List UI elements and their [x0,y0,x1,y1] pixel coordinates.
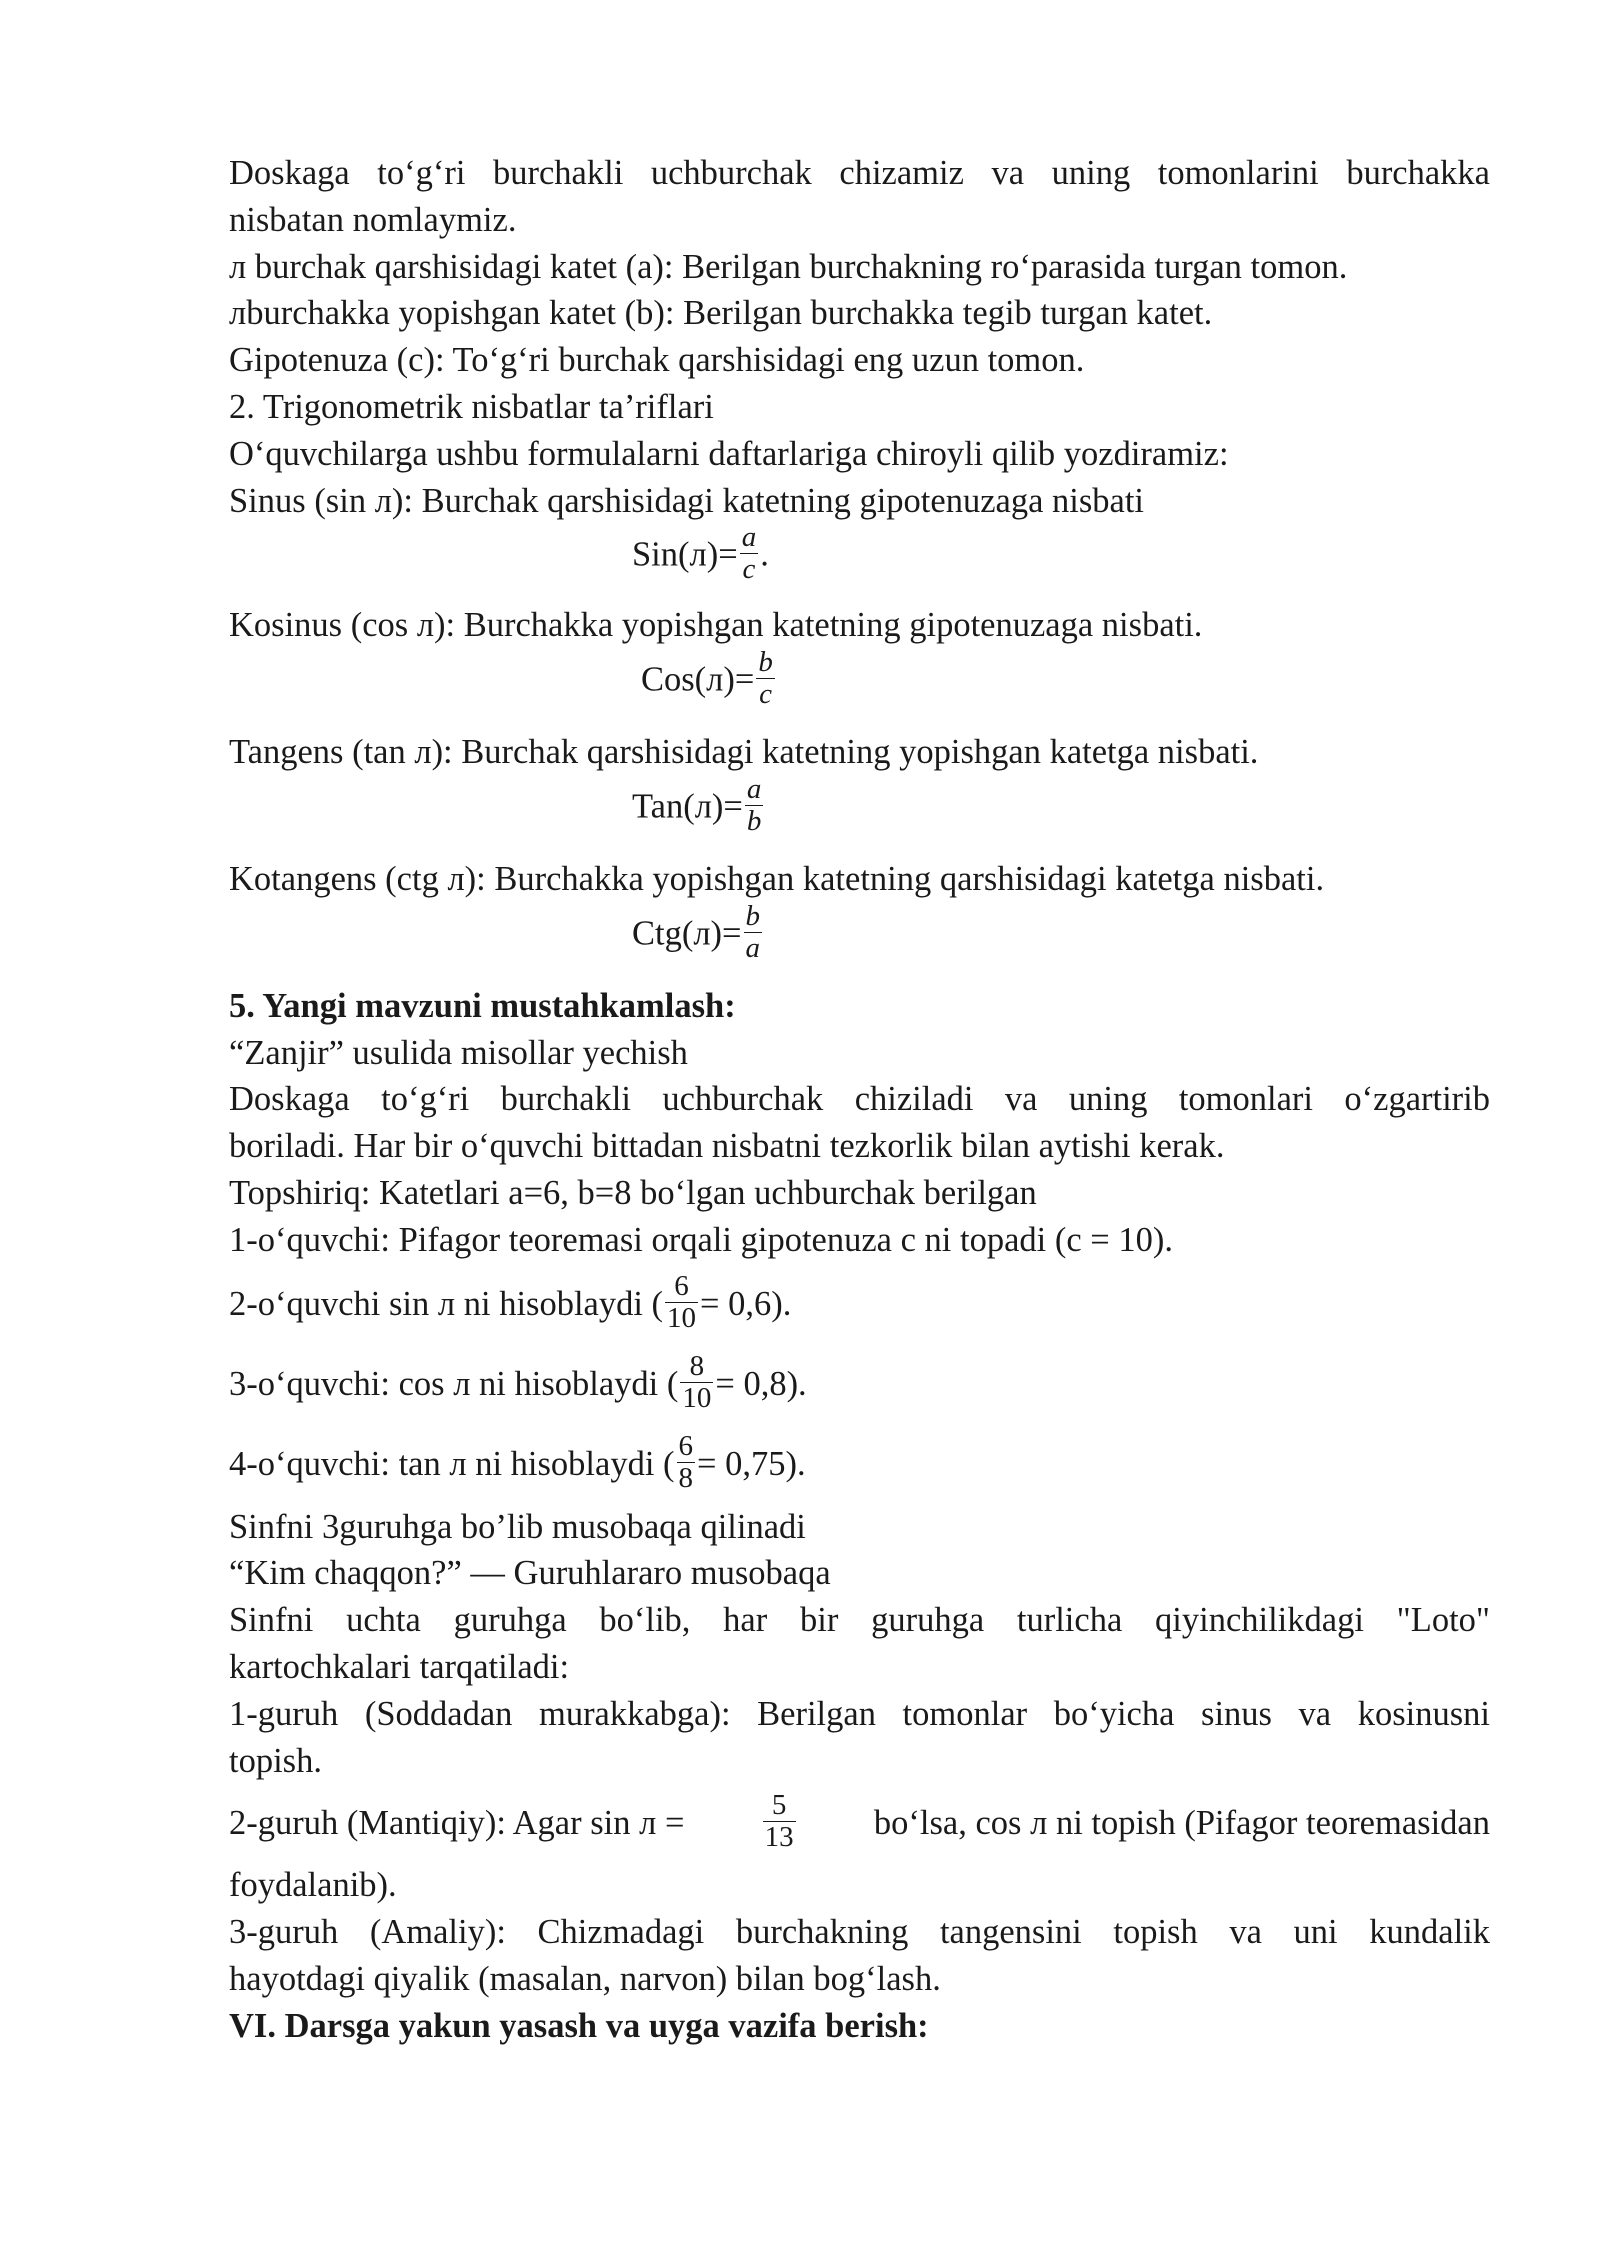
fraction-denominator: c [740,553,759,585]
fraction-numerator: a [741,521,757,554]
fraction-denominator: c [756,678,775,710]
fraction-denominator: b [746,804,762,837]
fraction-numerator: b [745,899,760,932]
fraction [680,1351,713,1414]
fraction-numerator: 5 [771,1788,787,1821]
formula-label: Ctg(л)= [632,914,742,953]
student-line [229,1264,1490,1344]
paragraph-line: лburchakka yopishgan katet (b): Berilgan burchakka tegib turgan katet. [229,294,1213,333]
paragraph-line: O‘quvchilarga ushbu formulalarni daftarlariga chiroyli qilib yozdiramiz: [229,434,1229,473]
fraction-denominator: 10 [682,1382,712,1415]
fraction-denominator: a [745,931,760,964]
fraction-numerator: 6 [678,1430,694,1463]
paragraph-line: kartochkalari tarqatiladi: [229,1647,570,1686]
paragraph-line: Doskaga to‘g‘ri burchakli uchburchak chiziladi va uning tomonlari o‘zgartirib [229,1080,1490,1119]
section-heading: VI. Darsga yakun yasash va uyga vazifa berish: [229,2006,929,2045]
paragraph-line: 3-guruh (Amaliy): Chizmadagi burchakning tangensini topish va uni kundalik [229,1913,1490,1952]
group2-text: 2-guruh (Mantiqiy): Agar sin л = [229,1804,685,1843]
paragraph-line: Tangens (tan л): Burchak qarshisidagi katetning yopishgan katetga nisbati. [229,733,1259,772]
student-line [229,1424,1490,1504]
paragraph-line: “Kim chaqqon?” — Guruhlararo musobaqa [229,1554,831,1593]
student-line [229,1344,1490,1424]
student-text: = 0,75). [697,1444,806,1483]
section-heading: 2. Trigonometrik nisbatlar ta’riflari [229,387,714,426]
group2-text: bo‘lsa, cos л ni topish (Pifagor teoremasidan [873,1804,1490,1843]
document-page [229,150,1490,2050]
fraction [677,1431,696,1494]
fraction-denominator: 10 [667,1302,697,1335]
student-text: = 0,8). [715,1364,807,1403]
paragraph-line: foydalanib). [229,1866,397,1905]
fraction [744,901,763,964]
paragraph-line: hayotdagi qiyalik (masalan, narvon) bilan bog‘lash. [229,1959,941,1998]
formula-cos [229,646,1490,729]
fraction [665,1271,698,1334]
fraction-denominator: 8 [678,1462,694,1495]
paragraph-line: Kotangens (ctg л): Burchakka yopishgan katetning qarshisidagi katetga nisbati. [229,859,1325,898]
fraction-numerator: a [746,772,762,805]
fraction [745,774,764,837]
fraction [740,522,759,585]
fraction-numerator: b [758,646,773,679]
formula-tail: . [760,535,769,574]
paragraph-line: Doskaga to‘g‘ri burchakli uchburchak chizamiz va uning tomonlarini burchakka [229,154,1490,192]
paragraph-line: Gipotenuza (c): To‘g‘ri burchak qarshisidagi eng uzun tomon. [229,341,1085,380]
fraction-numerator: 6 [674,1270,689,1303]
formula-label: Tan(л)= [632,787,743,826]
paragraph-line: topish. [229,1741,322,1780]
paragraph-line: л burchak qarshisidagi katet (a): Berilgan burchakning ro‘parasida turgan tomon. [229,247,1348,286]
paragraph-line: “Zanjir” usulida misollar yechish [229,1033,688,1072]
paragraph-line: Kosinus (cos л): Burchakka yopishgan katetning gipotenuzaga nisbati. [229,606,1203,645]
student-text: 3-o‘quvchi: cos л ni hisoblaydi ( [229,1364,679,1403]
section-heading: 5. Yangi mavzuni mustahkamlash: [229,986,736,1025]
formula-tan [229,772,1490,856]
group2-line [229,1784,1490,1862]
student-text: 4-o‘quvchi: tan л ni hisoblaydi ( [229,1444,675,1483]
formula-label: Cos(л)= [641,660,755,699]
paragraph-line: Sinfni uchta guruhga bo‘lib, har bir guruhga turlicha qiyinchilikdagi "Loto" [229,1601,1490,1640]
paragraph-line: boriladi. Har bir o‘quvchi bittadan nisbatni tezkorlik bilan aytishi kerak. [229,1127,1225,1166]
paragraph-line: nisbatan nomlaymiz. [229,200,517,239]
student-text: = 0,6). [700,1284,792,1323]
paragraph-line: Topshiriq: Katetlari a=6, b=8 bo‘lgan uchburchak berilgan [229,1173,1037,1212]
paragraph-line: Sinfni 3guruhga bo’lib musobaqa qilinadi [229,1507,806,1546]
fraction [756,647,775,710]
formula-ctg [229,899,1490,983]
fraction-numerator: 8 [689,1350,705,1383]
paragraph-line: Sinus (sin л): Burchak qarshisidagi katetning gipotenuzaga nisbati [229,481,1145,520]
fraction-denominator: 13 [764,1820,794,1853]
paragraph-line: 1-guruh (Soddadan murakkabga): Berilgan tomonlar bo‘yicha sinus va kosinusni [229,1694,1490,1733]
formula-label: Sin(л)= [632,535,738,574]
fraction [763,1790,796,1853]
paragraph-line: 1-o‘quvchi: Pifagor teoremasi orqali gipotenuza c ni topadi (c = 10). [229,1220,1173,1259]
formula-sin [229,521,1490,602]
student-text: 2-o‘quvchi sin л ni hisoblaydi ( [229,1284,664,1323]
